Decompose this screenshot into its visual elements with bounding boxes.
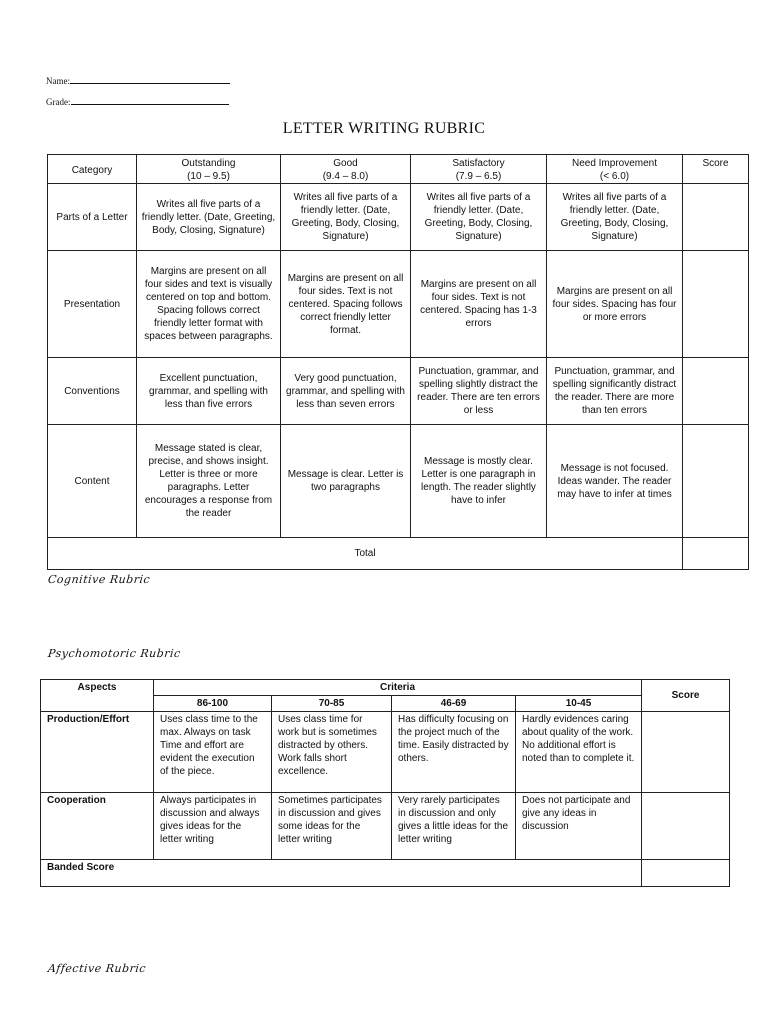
- row-aspect: Cooperation: [41, 793, 154, 860]
- rubric-cell: Margins are present on all four sides. Text is not centered. Spacing follows correct friendly letter format.: [281, 251, 411, 358]
- score-cell[interactable]: [642, 712, 730, 793]
- rubric-cell: Hardly evidences caring about quality of the work. No additional effort is noted than to complete it.: [516, 712, 642, 793]
- table-row: [41, 793, 730, 860]
- score-cell[interactable]: [683, 358, 749, 425]
- table-row: [48, 358, 749, 425]
- score-cell[interactable]: [642, 793, 730, 860]
- rubric2-header-row: [41, 680, 730, 696]
- level-header: [281, 155, 411, 184]
- score-cell[interactable]: [683, 425, 749, 538]
- name-field: [46, 74, 230, 86]
- rubric-cell: Does not participate and give any ideas in discussion: [516, 793, 642, 860]
- rubric-cell: Message is not focused. Ideas wander. The reader may have to infer at times: [547, 425, 683, 538]
- rubric-cell: Margins are present on all four sides. Text is not centered. Spacing has 1-3 errors: [411, 251, 547, 358]
- rubric-cell: Message is clear. Letter is two paragraphs: [281, 425, 411, 538]
- page-title: LETTER WRITING RUBRIC: [282, 120, 486, 137]
- aspects-header: Aspects: [41, 680, 154, 712]
- level-header: [137, 155, 281, 184]
- table-row: [48, 425, 749, 538]
- range-header: 46-69: [392, 696, 516, 712]
- row-category: Content: [48, 425, 137, 538]
- rubric-cell: Writes all five parts of a friendly letter. (Date, Greeting, Body, Closing, Signature): [281, 184, 411, 251]
- row-category: Presentation: [48, 251, 137, 358]
- level-header: [547, 155, 683, 184]
- rubric-cell: Margins are present on all four sides. Spacing has four or more errors: [547, 251, 683, 358]
- name-label: Name:: [46, 76, 70, 86]
- criteria-header: Criteria: [154, 680, 642, 696]
- score-header: Score: [683, 155, 749, 184]
- rubric-cell: Message is mostly clear. Letter is one paragraph in length. The reader slightly have to infer: [411, 425, 547, 538]
- category-header: Category: [48, 155, 137, 184]
- rubric-cell: Uses class time for work but is sometimes distracted by others. Work falls short excellence.: [272, 712, 392, 793]
- table-row: [41, 712, 730, 793]
- rubric-cell: Always participates in discussion and always gives ideas for the letter writing: [154, 793, 272, 860]
- level-range: (7.9 – 6.5): [455, 171, 502, 182]
- banded-score-row: [41, 860, 730, 887]
- grade-blank-line[interactable]: [71, 95, 229, 105]
- rubric1-header-row: [48, 155, 749, 184]
- rubric-cell: Writes all five parts of a friendly letter. (Date, Greeting, Body, Closing, Signature): [411, 184, 547, 251]
- level-name: Need Improvement: [571, 158, 658, 169]
- grade-label: Grade:: [46, 97, 71, 107]
- banded-score-cell[interactable]: [642, 860, 730, 887]
- name-blank-line[interactable]: [70, 74, 230, 84]
- row-aspect: Production/Effort: [41, 712, 154, 793]
- letter-writing-rubric-table: [47, 154, 749, 570]
- level-name: Satisfactory: [452, 158, 505, 169]
- score-cell[interactable]: [683, 251, 749, 358]
- row-category: Conventions: [48, 358, 137, 425]
- total-row: [48, 538, 749, 570]
- table-row: [48, 184, 749, 251]
- score-cell[interactable]: [683, 184, 749, 251]
- banded-score-label: Banded Score: [41, 860, 642, 887]
- table-row: [48, 251, 749, 358]
- level-range: (10 – 9.5): [187, 171, 230, 182]
- rubric-cell: Uses class time to the max. Always on task Time and effort are evident the execution of the piece.: [154, 712, 272, 793]
- rubric-cell: Very rarely participates in discussion and only gives a little ideas for the letter writing: [392, 793, 516, 860]
- total-label: Total: [48, 538, 683, 570]
- cognitive-rubric-heading: Cognitive Rubric: [47, 573, 151, 586]
- level-name: Outstanding: [181, 158, 236, 169]
- range-header: 70-85: [272, 696, 392, 712]
- rubric-cell: Writes all five parts of a friendly letter. (Date, Greeting, Body, Closing, Signature): [547, 184, 683, 251]
- rubric-cell: Excellent punctuation, grammar, and spelling with less than five errors: [137, 358, 281, 425]
- level-header: [411, 155, 547, 184]
- grade-field: [46, 95, 229, 107]
- affective-rubric-heading: Affective Rubric: [47, 962, 147, 975]
- range-header: 86-100: [154, 696, 272, 712]
- range-header: 10-45: [516, 696, 642, 712]
- row-category: Parts of a Letter: [48, 184, 137, 251]
- psychomotoric-rubric-table: [40, 679, 730, 887]
- rubric-cell: Sometimes participates in discussion and gives some ideas for the letter writing: [272, 793, 392, 860]
- level-name: Good: [333, 158, 358, 169]
- total-score-cell[interactable]: [683, 538, 749, 570]
- rubric-cell: Has difficulty focusing on the project much of the time. Easily distracted by others.: [392, 712, 516, 793]
- rubric-cell: Punctuation, grammar, and spelling significantly distract the reader. There are more than ten errors: [547, 358, 683, 425]
- score-header: Score: [642, 680, 730, 712]
- psychomotoric-rubric-heading: Psychomotoric Rubric: [47, 647, 182, 660]
- rubric-cell: Message stated is clear, precise, and shows insight. Letter is three or more paragraphs. Letter encourages a response from the reader: [137, 425, 281, 538]
- level-range: (< 6.0): [599, 171, 630, 182]
- level-range: (9.4 – 8.0): [322, 171, 369, 182]
- rubric-cell: Punctuation, grammar, and spelling slightly distract the reader. There are ten errors or less: [411, 358, 547, 425]
- rubric-cell: Writes all five parts of a friendly letter. (Date, Greeting, Body, Closing, Signature): [137, 184, 281, 251]
- rubric-cell: Very good punctuation, grammar, and spelling with less than seven errors: [281, 358, 411, 425]
- rubric-cell: Margins are present on all four sides and text is visually centered on top and bottom. Spacing follows correct friendly letter format with spaces between paragraphs.: [137, 251, 281, 358]
